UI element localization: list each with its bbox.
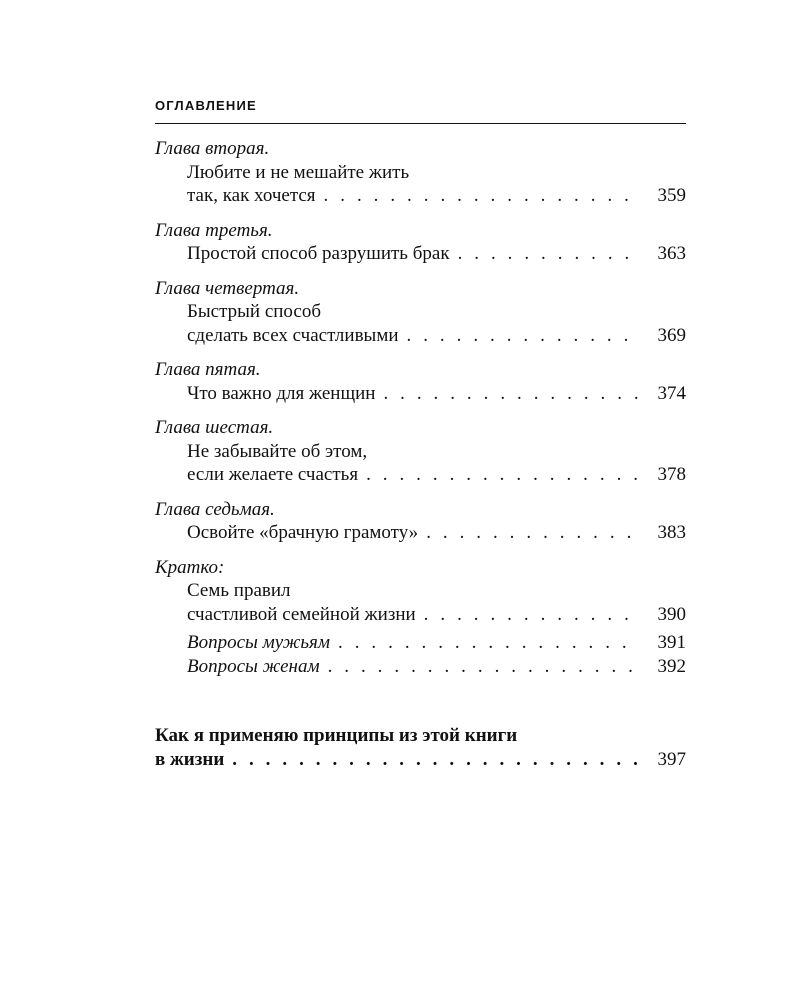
chapter-heading: Глава седьмая. — [155, 498, 275, 520]
page-number: 390 — [657, 603, 686, 625]
chapter-title-text: так, как хочется — [187, 185, 316, 206]
chapter-title — [155, 161, 686, 208]
page-number: 369 — [657, 324, 686, 346]
dot-leader — [424, 603, 638, 627]
toc-subentry[interactable] — [187, 655, 686, 679]
chapter-title — [155, 242, 686, 266]
page-number: 359 — [657, 185, 686, 206]
chapter-title — [155, 382, 686, 406]
toc-entry — [155, 358, 686, 405]
bonus-title-text: в жизни — [155, 749, 225, 770]
toc-entry — [155, 498, 686, 545]
chapter-title-line: Быстрый способ — [187, 301, 322, 322]
chapter-title-line[interactable] — [187, 521, 686, 545]
bonus-title-line: Как я применяю принципы из этой книги — [155, 725, 518, 746]
chapter-title — [155, 521, 686, 545]
toc-subentry[interactable] — [187, 631, 686, 655]
chapter-title-text: счастливой семейной жизни — [187, 603, 416, 625]
chapter-title-line: Семь правил — [187, 580, 291, 601]
chapter-title — [155, 440, 686, 487]
subentry-text: Вопросы женам — [187, 655, 320, 677]
chapter-title-line[interactable] — [187, 382, 686, 406]
dot-leader — [324, 184, 638, 208]
chapter-title-text: Освойте «брачную грамоту» — [187, 522, 419, 543]
chapter-title-line[interactable] — [187, 184, 686, 208]
page-number: 374 — [657, 382, 686, 404]
chapter-title-line[interactable] — [187, 242, 686, 266]
dot-leader — [458, 242, 638, 266]
chapter-title-text: сделать всех счастливыми — [187, 324, 399, 346]
toc-entry — [155, 277, 686, 348]
chapter-heading: Глава третья. — [155, 219, 273, 241]
chapter-heading: Глава четвертая. — [155, 277, 300, 299]
toc-entry — [155, 137, 686, 208]
toc-entry — [155, 416, 686, 487]
subentry-text: Вопросы мужьям — [187, 632, 331, 653]
chapter-title-text: Что важно для женщин — [187, 382, 376, 404]
page-number: 383 — [657, 522, 686, 543]
dot-leader — [366, 463, 638, 487]
chapter-title-line[interactable] — [187, 324, 686, 348]
chapter-title-line[interactable] — [187, 603, 686, 627]
toc-entry — [155, 219, 686, 266]
dot-leader — [383, 382, 638, 406]
chapter-heading: Глава пятая. — [155, 359, 261, 380]
dot-leader — [407, 324, 638, 348]
dot-leader — [426, 521, 638, 545]
toc-entry — [155, 556, 686, 679]
chapter-title-line: Не забывайте об этом, — [187, 440, 368, 462]
section-title: ОГЛАВЛЕНИЕ — [155, 98, 257, 113]
chapter-title-text: Простой способ разрушить брак — [187, 243, 450, 264]
table-of-contents — [155, 137, 686, 689]
page-number: 397 — [657, 749, 686, 770]
chapter-title-line[interactable] — [187, 463, 686, 487]
dot-leader — [338, 631, 638, 655]
chapter-heading: Глава шестая. — [155, 417, 274, 438]
chapter-title — [155, 579, 686, 678]
bonus-title-line — [155, 748, 686, 772]
header-divider — [155, 123, 686, 124]
bonus-entry[interactable] — [155, 724, 686, 772]
dot-leader — [328, 655, 638, 679]
chapter-heading: Глава вторая. — [155, 138, 270, 159]
page-number: 363 — [657, 243, 686, 264]
page-number: 378 — [657, 464, 686, 485]
dot-leader — [232, 748, 638, 772]
page-number: 392 — [657, 655, 686, 677]
chapter-heading: Кратко: — [155, 556, 225, 578]
page-number: 391 — [657, 632, 686, 653]
chapter-title-line: Любите и не мешайте жить — [187, 161, 410, 183]
chapter-title — [155, 300, 686, 347]
chapter-title-text: если желаете счастья — [187, 464, 359, 485]
